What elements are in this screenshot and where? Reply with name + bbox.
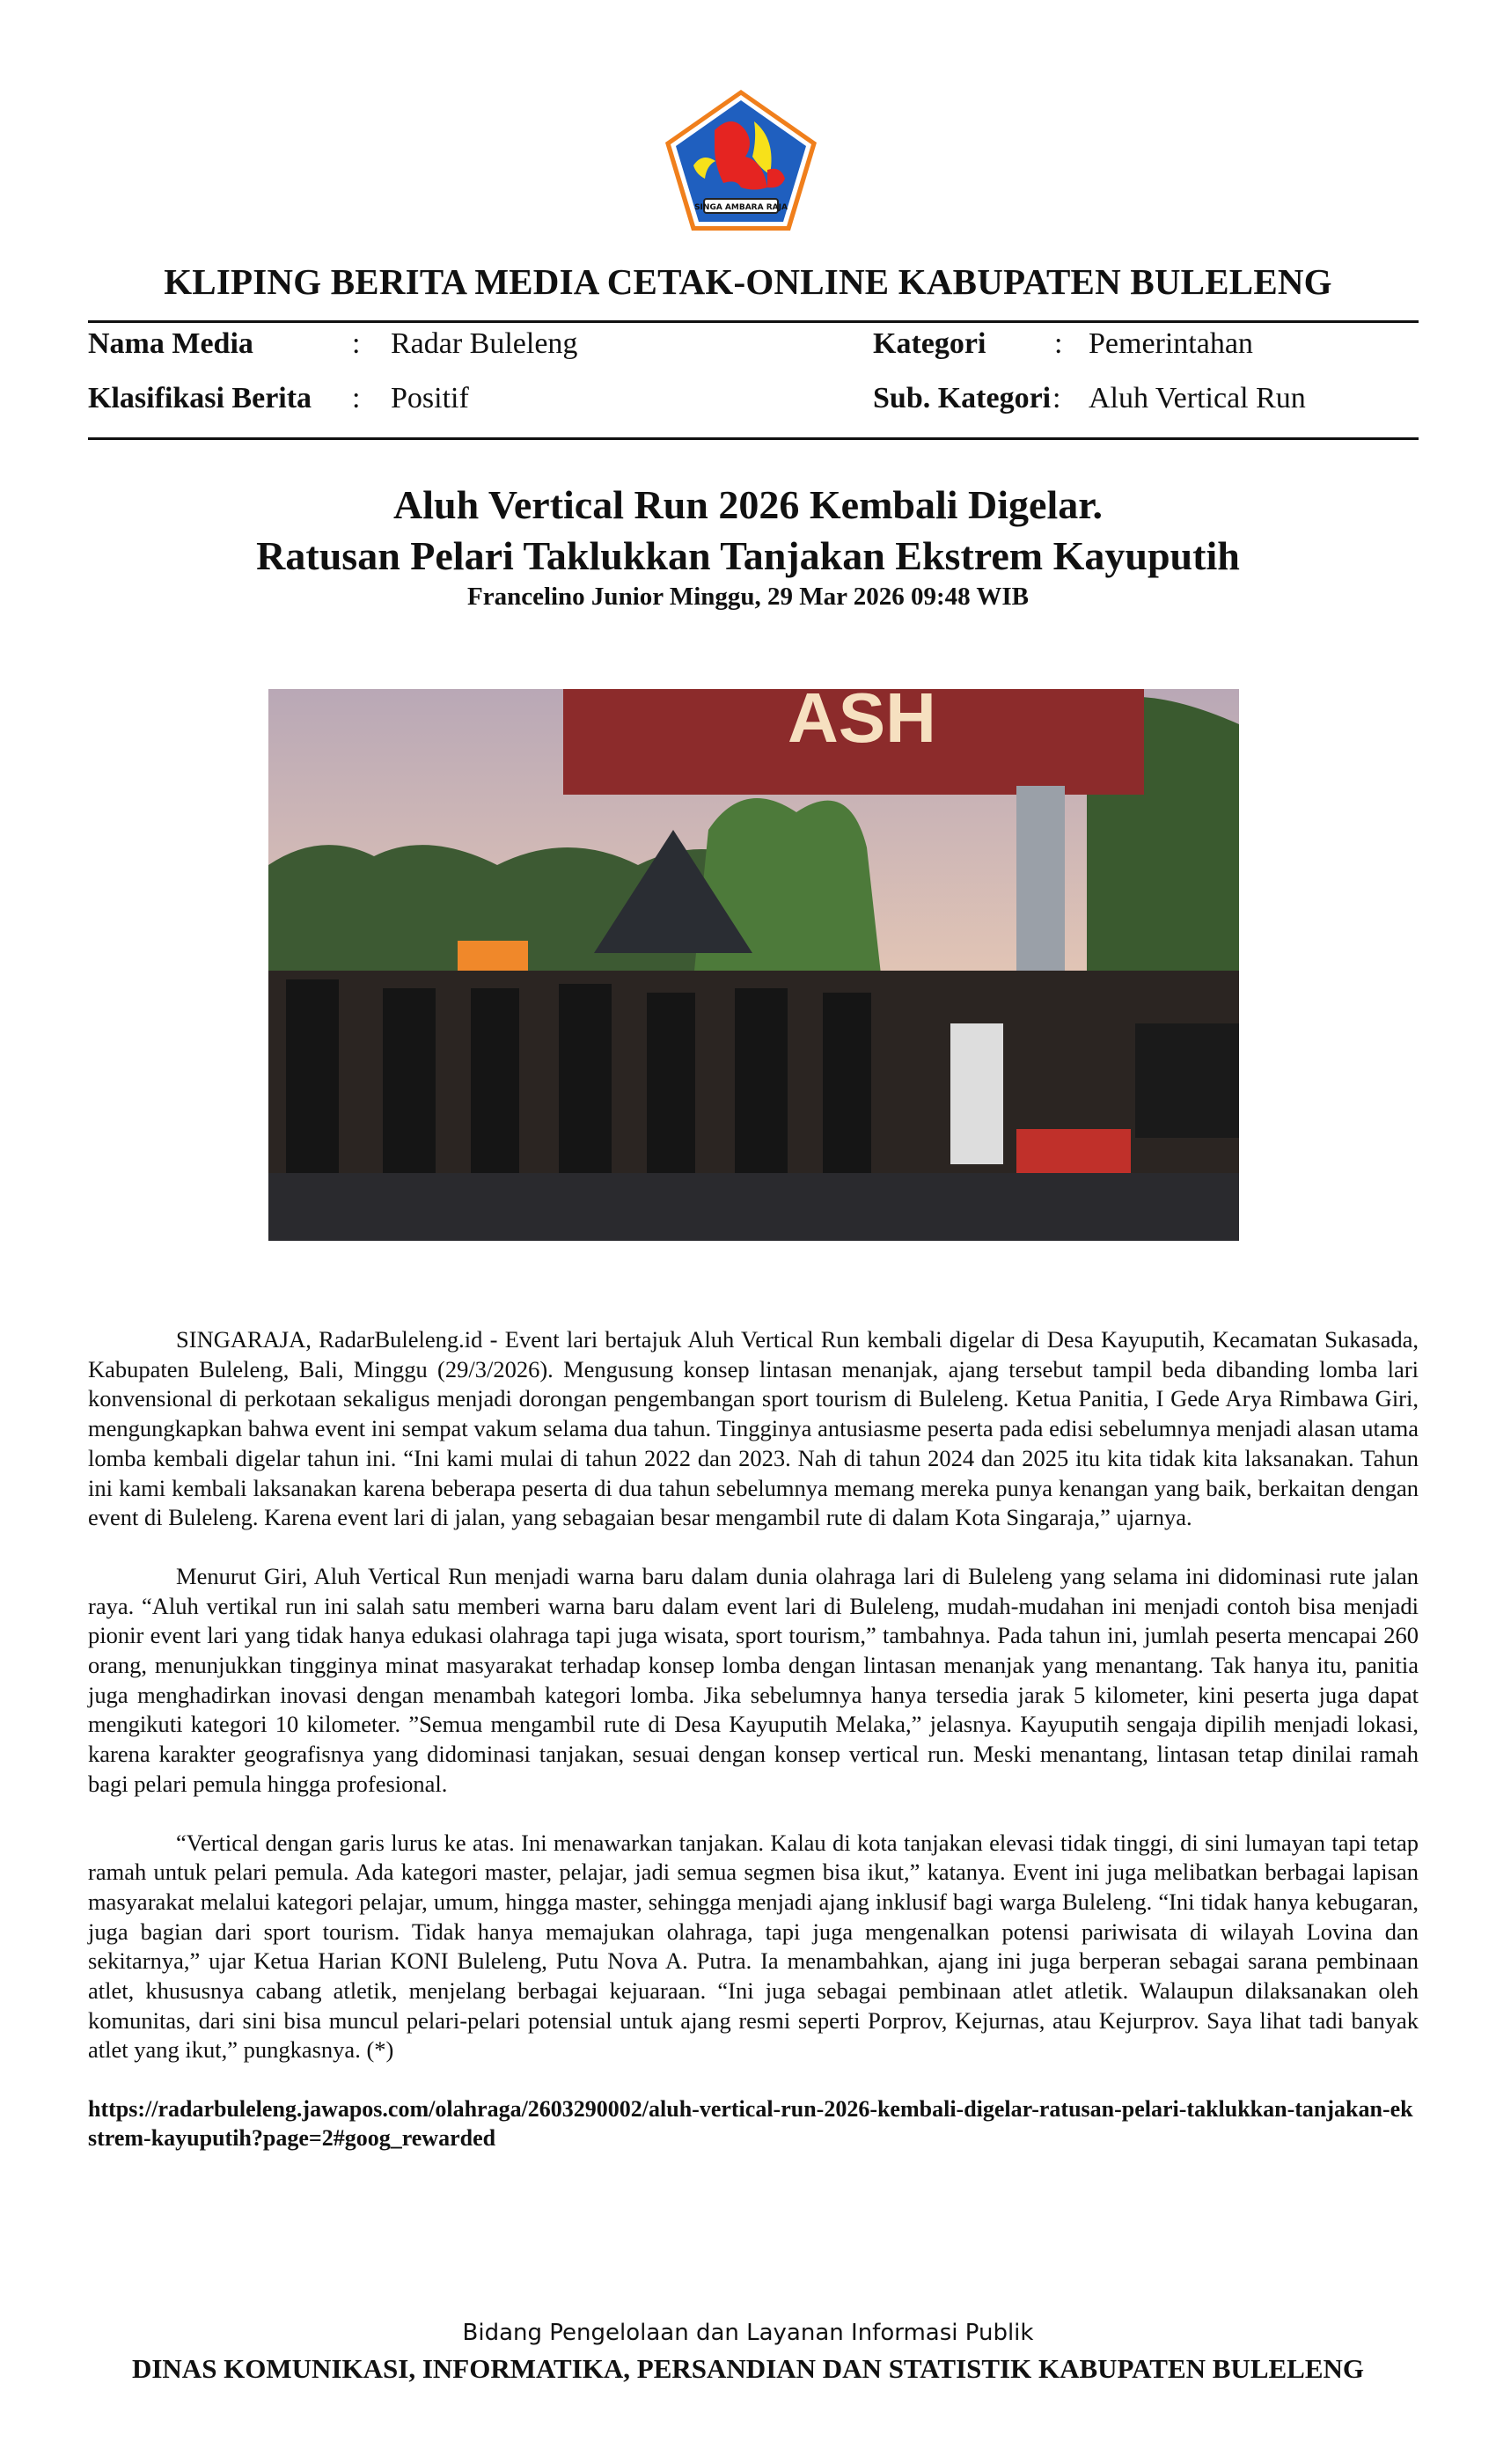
sponsor-board: [1135, 1023, 1239, 1138]
footer-department: Bidang Pengelolaan dan Layanan Informasi Publik: [462, 2320, 1034, 2346]
meta-separator: :: [352, 382, 361, 414]
meta-kategori-value: Pemerintahan: [1089, 327, 1253, 360]
meta-kategori-label: Kategori: [873, 327, 986, 360]
divider: [88, 437, 1419, 440]
article-byline: Francelino Junior Minggu, 29 Mar 2026 09:48 WIB: [466, 583, 1030, 611]
stage: [1016, 1129, 1131, 1173]
article-headline: [0, 480, 1496, 582]
meta-separator: :: [1054, 327, 1063, 360]
paragraph: SINGARAJA, RadarBuleleng.id - Event lari bertajuk Aluh Vertical Run kembali digelar di Desa Kayuputih, Kecamatan Sukasada, Kabupaten Buleleng, Bali, Minggu (29/3/2026). Mengusung konsep lintasan menanjak, ajang tersebut tampil beda dibanding lomba lari konvensional di perkotaan sekaligus menjadi dorongan pengembangan sport tourism di Buleleng. Ketua Panitia, I Gede Arya Rimbawa Giri, mengungkapkan bahwa event ini sempat vakum selama dua tahun. Tingginya antusiasme peserta pada edisi sebelumnya menjadi alasan utama lomba kembali digelar tahun ini. “Ini kami mulai di tahun 2022 dan 2023. Nah di tahun 2024 dan 2025 itu kita tidak kita laksanakan. Tahun ini kami kembali laksanakan karena beberapa peserta di dua tahun sebelumnya memang mereka punya kenangan yang baik, berkaitan dengan event di Buleleng. Karena event lari di jalan, yang sebagaian besar mengambil rute di dalam Kota Singaraja,” ujarnya.: [88, 1326, 1419, 1531]
source-url-link[interactable]: https://radarbuleleng.jawapos.com/olahraga/2603290002/aluh-vertical-run-2026-kembali-digelar-ratusan-pelari-taklukkan-tanjakan-ekstrem-kayuputih?page=2#goog_rewarded: [88, 2096, 1413, 2152]
meta-sub-kategori-value: Aluh Vertical Run: [1089, 382, 1306, 414]
meta-klasifikasi-label: Klasifikasi Berita: [88, 382, 312, 414]
logo-motto: SINGA AMBARA RAJA: [694, 203, 788, 212]
meta-klasifikasi-value: Positif: [391, 382, 469, 414]
meta-separator: :: [352, 327, 361, 360]
road: [268, 1173, 1239, 1241]
meta-nama-media-value: Radar Buleleng: [391, 327, 578, 360]
headline-line-1: Aluh Vertical Run 2026 Kembali Digelar.: [393, 482, 1103, 527]
arch-text: ASH: [788, 689, 936, 757]
document-title: KLIPING BERITA MEDIA CETAK-ONLINE KABUPATEN BULELENG: [164, 261, 1332, 302]
article-body: [88, 1325, 1419, 2182]
paragraph: Menurut Giri, Aluh Vertical Run menjadi warna baru dalam dunia olahraga lari di Buleleng yang selama ini didominasi rute jalan raya. “Aluh vertikal run ini salah satu memberi warna baru dalam event lari di Buleleng, mudah-mudahan ini menjadi contoh bisa menjadi pionir event lari yang tidak hanya edukasi olahraga tapi juga wisata, sport tourism,” tambahnya. Pada tahun ini, jumlah peserta mencapai 260 orang, menunjukkan tingginya minat masyarakat terhadap konsep lomba dengan lintasan menanjak yang menantang. Tak hanya itu, panitia juga menghadirkan inovasi dengan menambah kategori lomba. Jika sebelumnya hanya tersedia jarak 5 kilometer, kini peserta juga dapat mengikuti kategori 10 kilometer. ”Semua mengambil rute di Desa Kayuputih Melaka,” jelasnya. Kayuputih sengaja dipilih menjadi lokasi, karena karakter geografisnya yang didominasi tanjakan, sesuai dengan konsep vertical run. Meski menantang, lintasan tetap dinilai ramah bagi pelari pemula hingga profesional.: [88, 1562, 1419, 1797]
meta-separator: :: [1052, 382, 1061, 414]
divider: [88, 320, 1419, 323]
footer-agency: DINAS KOMUNIKASI, INFORMATIKA, PERSANDIAN DAN STATISTIK KABUPATEN BULELENG: [131, 2353, 1365, 2384]
buleleng-regency-logo: [662, 86, 820, 234]
meta-sub-kategori-label: Sub. Kategori: [873, 382, 1052, 414]
paragraph: “Vertical dengan garis lurus ke atas. Ini menawarkan tanjakan. Kalau di kota tanjakan elevasi tidak tinggi, di sini lumayan tapi tetap ramah untuk pelari pemula. Ada kategori master, pelajar, jadi semua segmen bisa ikut,” katanya. Event ini juga melibatkan berbagai lapisan masyarakat melalui kategori pelajar, umum, hingga master, sehingga menjadi ajang inklusif bagi warga Buleleng. “Ini tidak hanya kebugaran, juga bagian dari sport tourism. Tidak hanya memajukan olahraga, tapi juga mengenalkan potensi pariwisata di wilayah Lovina dan sekitarnya,” ujar Ketua Harian KONI Buleleng, Putu Nova A. Putra. Ia menambahkan, ajang ini juga berperan sebagai sarana pembinaan atlet, khususnya cabang atletik, menjelang berbagai kejuaraan. “Ini juga sebagai pembinaan atlet atletik. Walaupun dilaksanakan oleh komunitas, dari sini bisa muncul pelari-pelari potensial untuk ajang resmi seperti Porprov, Kejurnas, atau Kejurprov. Saya lihat tadi banyak atlet yang ikut,” pungkasnya. (*): [88, 1829, 1419, 2064]
headline-line-2: Ratusan Pelari Taklukkan Tanjakan Ekstrem Kayuputih: [256, 533, 1240, 578]
article-photo: [268, 689, 1239, 1241]
meta-nama-media-label: Nama Media: [88, 327, 253, 360]
checkered-flag: [950, 1023, 1003, 1164]
